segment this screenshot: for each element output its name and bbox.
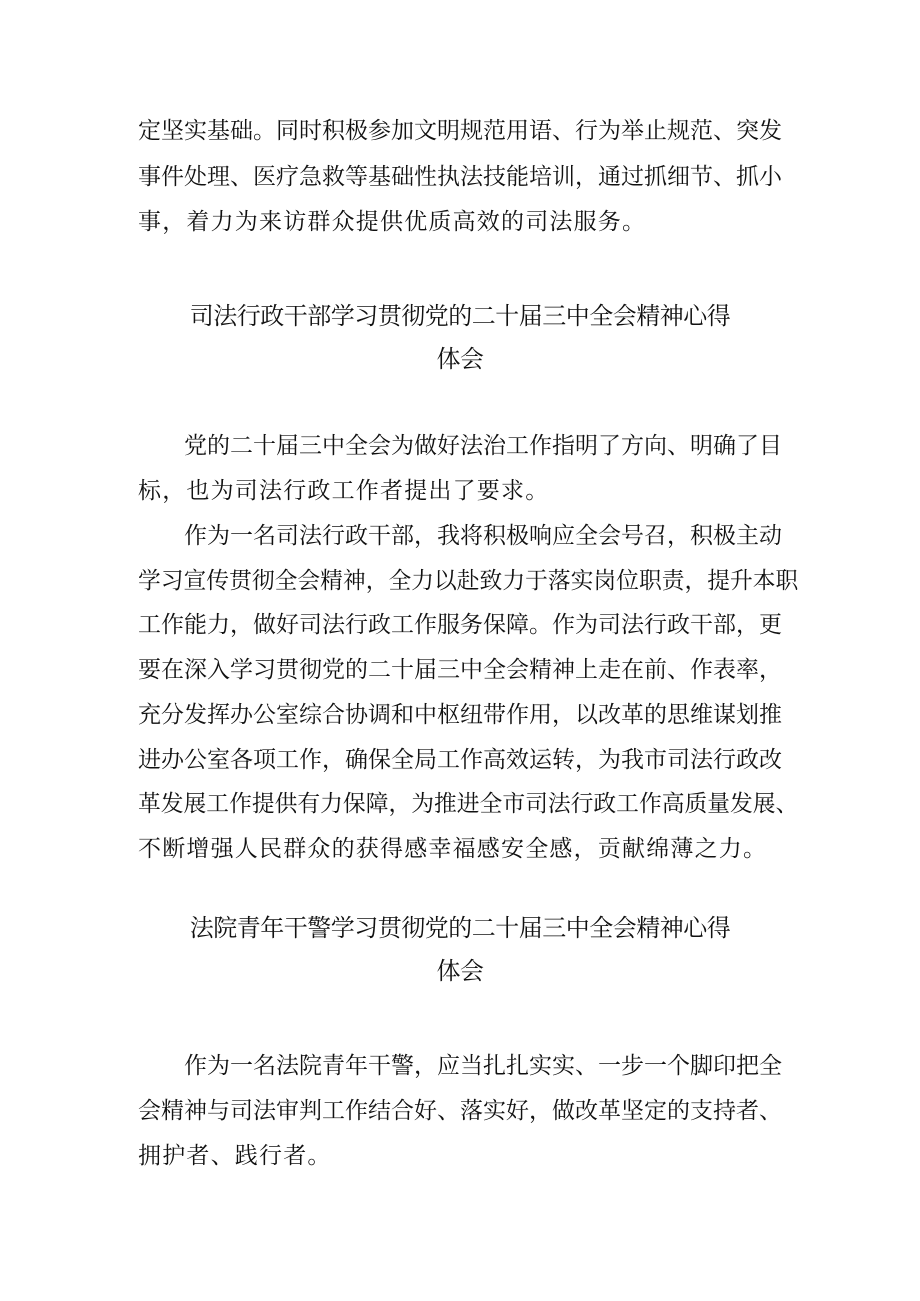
text-line: 工作能力，做好司法行政工作服务保障。作为司法行政干部，更	[138, 612, 782, 638]
section-title-line: 司法行政干部学习贯彻党的二十届三中全会精神心得	[189, 302, 731, 330]
text-line: 不断增强人民群众的获得感幸福感安全感，贡献绵薄之力。	[138, 836, 768, 862]
section-title-line: 体会	[436, 957, 484, 985]
text-line: 会精神与司法审判工作结合好、落实好，做改革坚定的支持者、	[138, 1098, 782, 1124]
text-line: 党的二十届三中全会为做好法治工作指明了方向、明确了目	[184, 433, 782, 459]
text-line: 学习宣传贯彻全会精神，全力以赴致力于落实岗位职责，提升本职	[138, 568, 799, 594]
section-title-line: 体会	[436, 345, 484, 373]
text-line: 作为一名司法行政干部，我将积极响应全会号召，积极主动	[184, 523, 782, 549]
text-line: 标，也为司法行政工作者提出了要求。	[138, 478, 550, 504]
text-line: 作为一名法院青年干警，应当扎扎实实、一步一个脚印把全	[184, 1053, 782, 1079]
text-line: 事件处理、医疗急救等基础性执法技能培训，通过抓细节、抓小	[138, 164, 782, 190]
text-line: 充分发挥办公室综合协调和中枢纽带作用，以改革的思维谋划推	[138, 702, 782, 728]
text-line: 革发展工作提供有力保障，为推进全市司法行政工作高质量发展、	[138, 791, 799, 817]
text-line: 拥护者、践行者。	[138, 1143, 332, 1169]
text-line: 要在深入学习贯彻党的二十届三中全会精神上走在前、作表率，	[138, 657, 782, 683]
text-line: 定坚实基础。同时积极参加文明规范用语、行为举止规范、突发	[138, 118, 782, 144]
text-line: 进办公室各项工作，确保全局工作高效运转，为我市司法行政改	[138, 747, 782, 773]
text-line: 事，着力为来访群众提供优质高效的司法服务。	[138, 209, 647, 235]
section-title-line: 法院青年干警学习贯彻党的二十届三中全会精神心得	[189, 914, 731, 942]
